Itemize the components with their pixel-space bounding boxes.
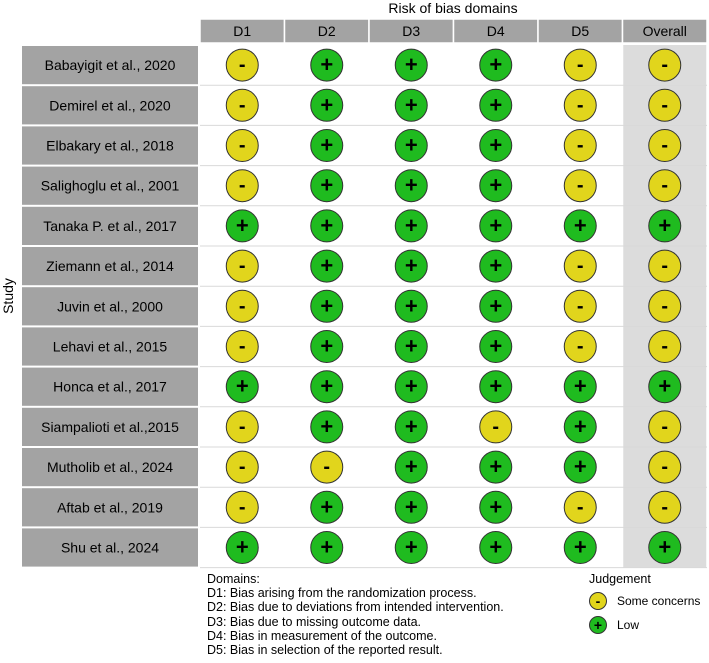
judgement-symbol: + <box>489 534 503 560</box>
domain-description: D3: Bias due to missing outcome data. <box>207 614 422 629</box>
study-label: Honca et al., 2017 <box>53 378 167 395</box>
judgement-symbol: - <box>576 496 584 519</box>
judgement-symbol: + <box>320 293 334 319</box>
judgement-symbol: - <box>576 255 584 278</box>
judgement-symbol: + <box>489 373 503 399</box>
judgement-symbol: + <box>489 333 503 359</box>
study-label: Aftab et al., 2019 <box>57 499 163 516</box>
grid <box>22 19 707 568</box>
study-label: Salighoglu et al., 2001 <box>40 177 180 194</box>
judgement-symbol: + <box>320 534 334 560</box>
judgement-symbol: + <box>404 494 418 520</box>
judgement-symbol: - <box>576 134 584 157</box>
column-header-label: D1 <box>233 23 252 39</box>
column-header-label: Overall <box>642 23 687 39</box>
study-label: Shu et al., 2024 <box>60 539 160 556</box>
judgement-symbol: + <box>489 212 503 238</box>
judgement-symbol: - <box>576 54 584 77</box>
judgement-symbol: - <box>238 134 246 157</box>
domain-description: D4: Bias in measurement of the outcome. <box>207 628 437 643</box>
judgement-symbol: + <box>404 454 418 480</box>
judgement-symbol: + <box>404 333 418 359</box>
judgement-symbol: + <box>235 373 249 399</box>
study-label: Siampalioti et al.,2015 <box>41 418 179 435</box>
judgement-symbol: - <box>661 255 669 278</box>
judgement-symbol: + <box>573 212 587 238</box>
judgement-symbol: - <box>238 295 246 318</box>
column-header-label: D5 <box>571 23 590 39</box>
judgement-symbol: + <box>658 534 672 560</box>
judgement-symbol: + <box>320 132 334 158</box>
judgement-symbol: - <box>661 94 669 117</box>
judgement-symbol: - <box>492 415 500 438</box>
judgement-symbol: - <box>238 335 246 358</box>
judgement-symbol: - <box>238 174 246 197</box>
judgement-symbol: + <box>404 373 418 399</box>
judgement-symbol: + <box>320 172 334 198</box>
judgement-symbol: + <box>320 92 334 118</box>
judgement-symbol: + <box>573 373 587 399</box>
judgement-symbol: - <box>576 295 584 318</box>
judgement-symbol: - <box>323 456 331 479</box>
legend-title: Judgement <box>589 572 651 586</box>
judgement-symbol: - <box>238 496 246 519</box>
judgement-symbol: + <box>235 212 249 238</box>
judgement-symbol: - <box>238 415 246 438</box>
study-label: Elbakary et al., 2018 <box>46 137 174 154</box>
judgement-symbol: + <box>489 52 503 78</box>
judgement-symbol: - <box>661 335 669 358</box>
domain-description: D1: Bias arising from the randomization process. <box>207 586 477 601</box>
judgement-symbol: + <box>320 333 334 359</box>
judgement-symbol: - <box>661 456 669 479</box>
judgement-symbol: + <box>320 373 334 399</box>
judgement-symbol: + <box>658 212 672 238</box>
judgement-symbol: + <box>320 212 334 238</box>
judgement-symbol: + <box>573 454 587 480</box>
column-header-label: D3 <box>402 23 421 39</box>
legend-label: Some concerns <box>617 594 701 609</box>
judgement-symbol: - <box>238 94 246 117</box>
judgement-symbol: - <box>661 54 669 77</box>
judgement-symbol: - <box>661 496 669 519</box>
judgement-symbol: - <box>576 174 584 197</box>
study-label: Lehavi et al., 2015 <box>52 338 168 355</box>
study-label: Ziemann et al., 2014 <box>46 258 174 275</box>
judgement-symbol: + <box>320 413 334 439</box>
some-concerns-icon: - <box>589 592 607 610</box>
judgement-symbol: + <box>404 293 418 319</box>
judgement-symbol: - <box>576 335 584 358</box>
judgement-symbol: + <box>573 534 587 560</box>
judgement-symbol: - <box>661 415 669 438</box>
study-label: Tanaka P. et al., 2017 <box>43 217 177 234</box>
judgement-symbol: + <box>320 494 334 520</box>
judgement-symbol: + <box>489 172 503 198</box>
study-label: Babayigit et al., 2020 <box>44 57 176 74</box>
judgement-symbol: + <box>658 373 672 399</box>
judgement-symbol: + <box>404 413 418 439</box>
judgement-symbol: - <box>238 54 246 77</box>
domain-description: D2: Bias due to deviations from intended intervention. <box>207 600 504 615</box>
y-axis-label: Study <box>0 278 16 314</box>
judgement-symbol: - <box>238 255 246 278</box>
judgement-symbol: + <box>404 52 418 78</box>
study-label: Mutholib et al., 2024 <box>46 459 174 476</box>
judgement-legend <box>565 572 707 634</box>
judgement-symbol: + <box>320 52 334 78</box>
judgement-symbol: - <box>661 295 669 318</box>
judgement-symbol: - <box>661 134 669 157</box>
legend-item-some-concerns <box>589 592 707 610</box>
low-risk-icon: + <box>589 616 607 634</box>
judgement-symbol: + <box>404 172 418 198</box>
judgement-symbol: + <box>404 132 418 158</box>
domain-description: D5: Bias in selection of the reported result. <box>207 643 443 658</box>
judgement-symbol: + <box>404 253 418 279</box>
judgement-symbol: - <box>661 174 669 197</box>
judgement-symbol: + <box>489 454 503 480</box>
legend-label: Low <box>617 618 640 633</box>
judgement-symbol: - <box>576 94 584 117</box>
judgement-symbol: + <box>489 132 503 158</box>
judgement-symbol: + <box>404 212 418 238</box>
judgement-symbol: + <box>404 92 418 118</box>
judgement-symbol: + <box>489 92 503 118</box>
domains-legend <box>207 572 504 657</box>
judgement-symbol: + <box>489 293 503 319</box>
column-header-label: D2 <box>317 23 336 39</box>
judgement-symbol: + <box>573 413 587 439</box>
domains-title: Domains: <box>207 572 260 586</box>
judgement-symbol: + <box>489 253 503 279</box>
judgement-symbol: - <box>238 456 246 479</box>
judgement-symbol: + <box>320 253 334 279</box>
column-header-label: D4 <box>486 23 505 39</box>
judgement-symbol: + <box>235 534 249 560</box>
judgement-symbol: + <box>489 494 503 520</box>
chart-title: Risk of bias domains <box>388 0 518 16</box>
study-label: Demirel et al., 2020 <box>49 97 171 114</box>
judgement-symbol: + <box>404 534 418 560</box>
study-label: Juvin et al., 2000 <box>57 298 163 315</box>
legend-item-low <box>589 616 707 634</box>
